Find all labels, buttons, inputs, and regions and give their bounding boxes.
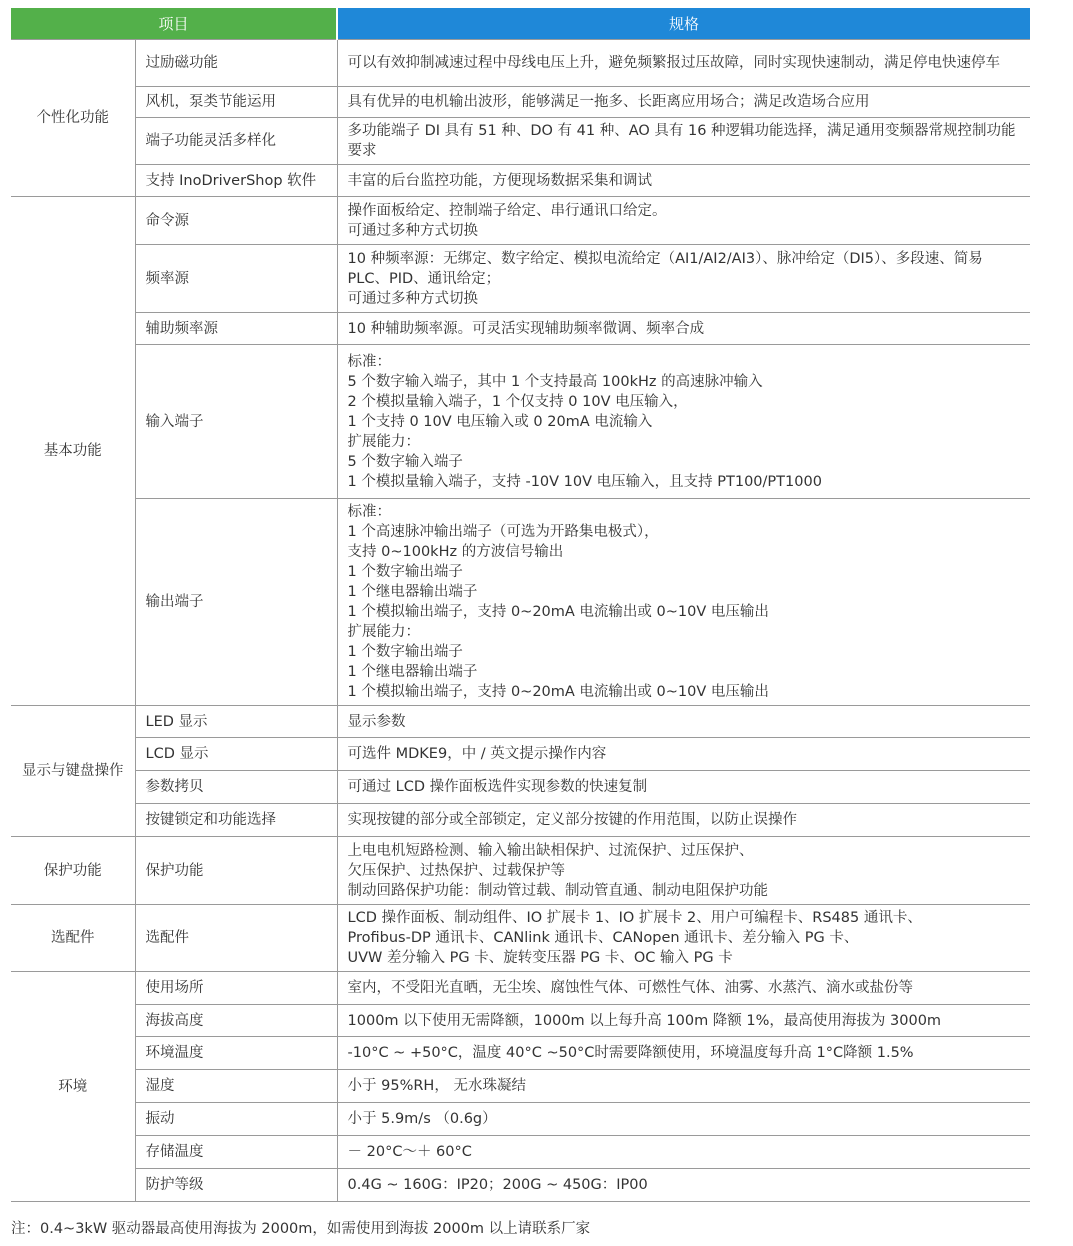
item-cell: 风机，泵类节能运用 xyxy=(135,87,337,118)
spec-cell: 显示参数 xyxy=(337,706,1030,738)
spec-cell: 10 种辅助频率源。可灵活实现辅助频率微调、频率合成 xyxy=(337,313,1030,345)
item-cell: 防护等级 xyxy=(135,1169,337,1202)
group-cell: 保护功能 xyxy=(11,837,135,905)
table-row xyxy=(11,87,1030,118)
table-row xyxy=(11,245,1030,313)
header-item: 项目 xyxy=(11,8,337,40)
item-cell: 过励磁功能 xyxy=(135,40,337,87)
spec-cell: 标准： 5 个数字输入端子，其中 1 个支持最高 100kHz 的高速脉冲输入 2 个模拟量输入端子，1 个仅支持 0 10V 电压输入， 1 个支持 0 10V 电压输入或 0 20mA 电流输入 扩展能力： 5 个数字输入端子 1 个模拟量输入端子，支持 -10V 10V 电压输入，且支持 PT100/PT1000 xyxy=(337,345,1030,499)
spec-table xyxy=(11,8,1030,1202)
item-cell: 辅助频率源 xyxy=(135,313,337,345)
item-cell: 命令源 xyxy=(135,197,337,245)
table-row xyxy=(11,1070,1030,1103)
table-row xyxy=(11,771,1030,804)
table-row xyxy=(11,1136,1030,1169)
spec-cell: － 20°C～＋ 60°C xyxy=(337,1136,1030,1169)
group-cell: 个性化功能 xyxy=(11,40,135,197)
spec-cell: 室内，不受阳光直晒，无尘埃、腐蚀性气体、可燃性气体、油雾、水蒸汽、滴水或盐份等 xyxy=(337,972,1030,1005)
table-row xyxy=(11,345,1030,499)
table-row xyxy=(11,313,1030,345)
item-cell: 参数拷贝 xyxy=(135,771,337,804)
spec-cell: 丰富的后台监控功能，方便现场数据采集和调试 xyxy=(337,165,1030,197)
table-row xyxy=(11,40,1030,87)
item-cell: 端子功能灵活多样化 xyxy=(135,118,337,165)
table-header-row xyxy=(11,8,1030,40)
item-cell: 保护功能 xyxy=(135,837,337,905)
spec-body xyxy=(11,40,1030,1202)
spec-cell: 可通过 LCD 操作面板选件实现参数的快速复制 xyxy=(337,771,1030,804)
spec-cell: 可以有效抑制减速过程中母线电压上升，避免频繁报过压故障，同时实现快速制动，满足停电快速停车 xyxy=(337,40,1030,87)
spec-cell: 实现按键的部分或全部锁定，定义部分按键的作用范围，以防止误操作 xyxy=(337,804,1030,837)
footnote: 注：0.4~3kW 驱动器最高使用海拔为 2000m，如需使用到海拔 2000m 以上请联系厂家 xyxy=(11,1221,591,1237)
spec-cell: 上电电机短路检测、输入输出缺相保护、过流保护、过压保护、 欠压保护、过热保护、过载保护等 制动回路保护功能：制动管过载、制动管直通、制动电阻保护功能 xyxy=(337,837,1030,905)
spec-cell: 小于 95%RH， 无水珠凝结 xyxy=(337,1070,1030,1103)
group-cell: 基本功能 xyxy=(11,197,135,706)
item-cell: 存储温度 xyxy=(135,1136,337,1169)
item-cell: 频率源 xyxy=(135,245,337,313)
spec-cell: -10°C ~ +50°C，温度 40°C ~50°C时需要降额使用，环境温度每升高 1°C降额 1.5% xyxy=(337,1037,1030,1070)
spec-cell: 可选件 MDKE9，中 / 英文提示操作内容 xyxy=(337,738,1030,771)
item-cell: 环境温度 xyxy=(135,1037,337,1070)
table-row xyxy=(11,706,1030,738)
item-cell: LCD 显示 xyxy=(135,738,337,771)
table-row xyxy=(11,1037,1030,1070)
table-row xyxy=(11,804,1030,837)
item-cell: 振动 xyxy=(135,1103,337,1136)
header-spec: 规格 xyxy=(337,8,1030,40)
item-cell: 输出端子 xyxy=(135,499,337,706)
spec-cell: 具有优异的电机输出波形，能够满足一拖多、长距离应用场合；满足改造场合应用 xyxy=(337,87,1030,118)
group-cell: 选配件 xyxy=(11,905,135,972)
spec-cell: 0.4G ~ 160G：IP20；200G ~ 450G：IP00 xyxy=(337,1169,1030,1202)
table-row xyxy=(11,1103,1030,1136)
table-row xyxy=(11,165,1030,197)
table-row xyxy=(11,1169,1030,1202)
table-row xyxy=(11,905,1030,972)
spec-cell: 操作面板给定、控制端子给定、串行通讯口给定。 可通过多种方式切换 xyxy=(337,197,1030,245)
item-cell: 输入端子 xyxy=(135,345,337,499)
group-cell: 环境 xyxy=(11,972,135,1202)
item-cell: 使用场所 xyxy=(135,972,337,1005)
item-cell: LED 显示 xyxy=(135,706,337,738)
spec-cell: 1000m 以下使用无需降额，1000m 以上每升高 100m 降额 1%，最高使用海拔为 3000m xyxy=(337,1005,1030,1037)
item-cell: 选配件 xyxy=(135,905,337,972)
table-row xyxy=(11,499,1030,706)
group-cell: 显示与键盘操作 xyxy=(11,706,135,837)
table-row xyxy=(11,197,1030,245)
item-cell: 湿度 xyxy=(135,1070,337,1103)
item-cell: 海拔高度 xyxy=(135,1005,337,1037)
spec-cell: LCD 操作面板、制动组件、IO 扩展卡 1、IO 扩展卡 2、用户可编程卡、RS485 通讯卡、 Profibus-DP 通讯卡、CANlink 通讯卡、CANopen 通讯卡、差分输入 PG 卡、 UVW 差分输入 PG 卡、旋转变压器 PG 卡、OC 输入 PG 卡 xyxy=(337,905,1030,972)
item-cell: 支持 InoDriverShop 软件 xyxy=(135,165,337,197)
table-row xyxy=(11,972,1030,1005)
item-cell: 按键锁定和功能选择 xyxy=(135,804,337,837)
table-row xyxy=(11,118,1030,165)
spec-cell: 标准： 1 个高速脉冲输出端子（可选为开路集电极式）， 支持 0~100kHz 的方波信号输出 1 个数字输出端子 1 个继电器输出端子 1 个模拟输出端子，支持 0~20mA 电流输出或 0~10V 电压输出 扩展能力： 1 个数字输出端子 1 个继电器输出端子 1 个模拟输出端子，支持 0~20mA 电流输出或 0~10V 电压输出 xyxy=(337,499,1030,706)
spec-cell: 小于 5.9m/s （0.6g） xyxy=(337,1103,1030,1136)
spec-cell: 10 种频率源：无绑定、数字给定、模拟电流给定（AI1/AI2/AI3）、脉冲给定（DI5）、多段速、简易 PLC、PID、通讯给定； 可通过多种方式切换 xyxy=(337,245,1030,313)
spec-cell: 多功能端子 DI 具有 51 种、DO 有 41 种、AO 具有 16 种逻辑功能选择，满足通用变频器常规控制功能要求 xyxy=(337,118,1030,165)
table-row xyxy=(11,738,1030,771)
table-row xyxy=(11,837,1030,905)
table-row xyxy=(11,1005,1030,1037)
